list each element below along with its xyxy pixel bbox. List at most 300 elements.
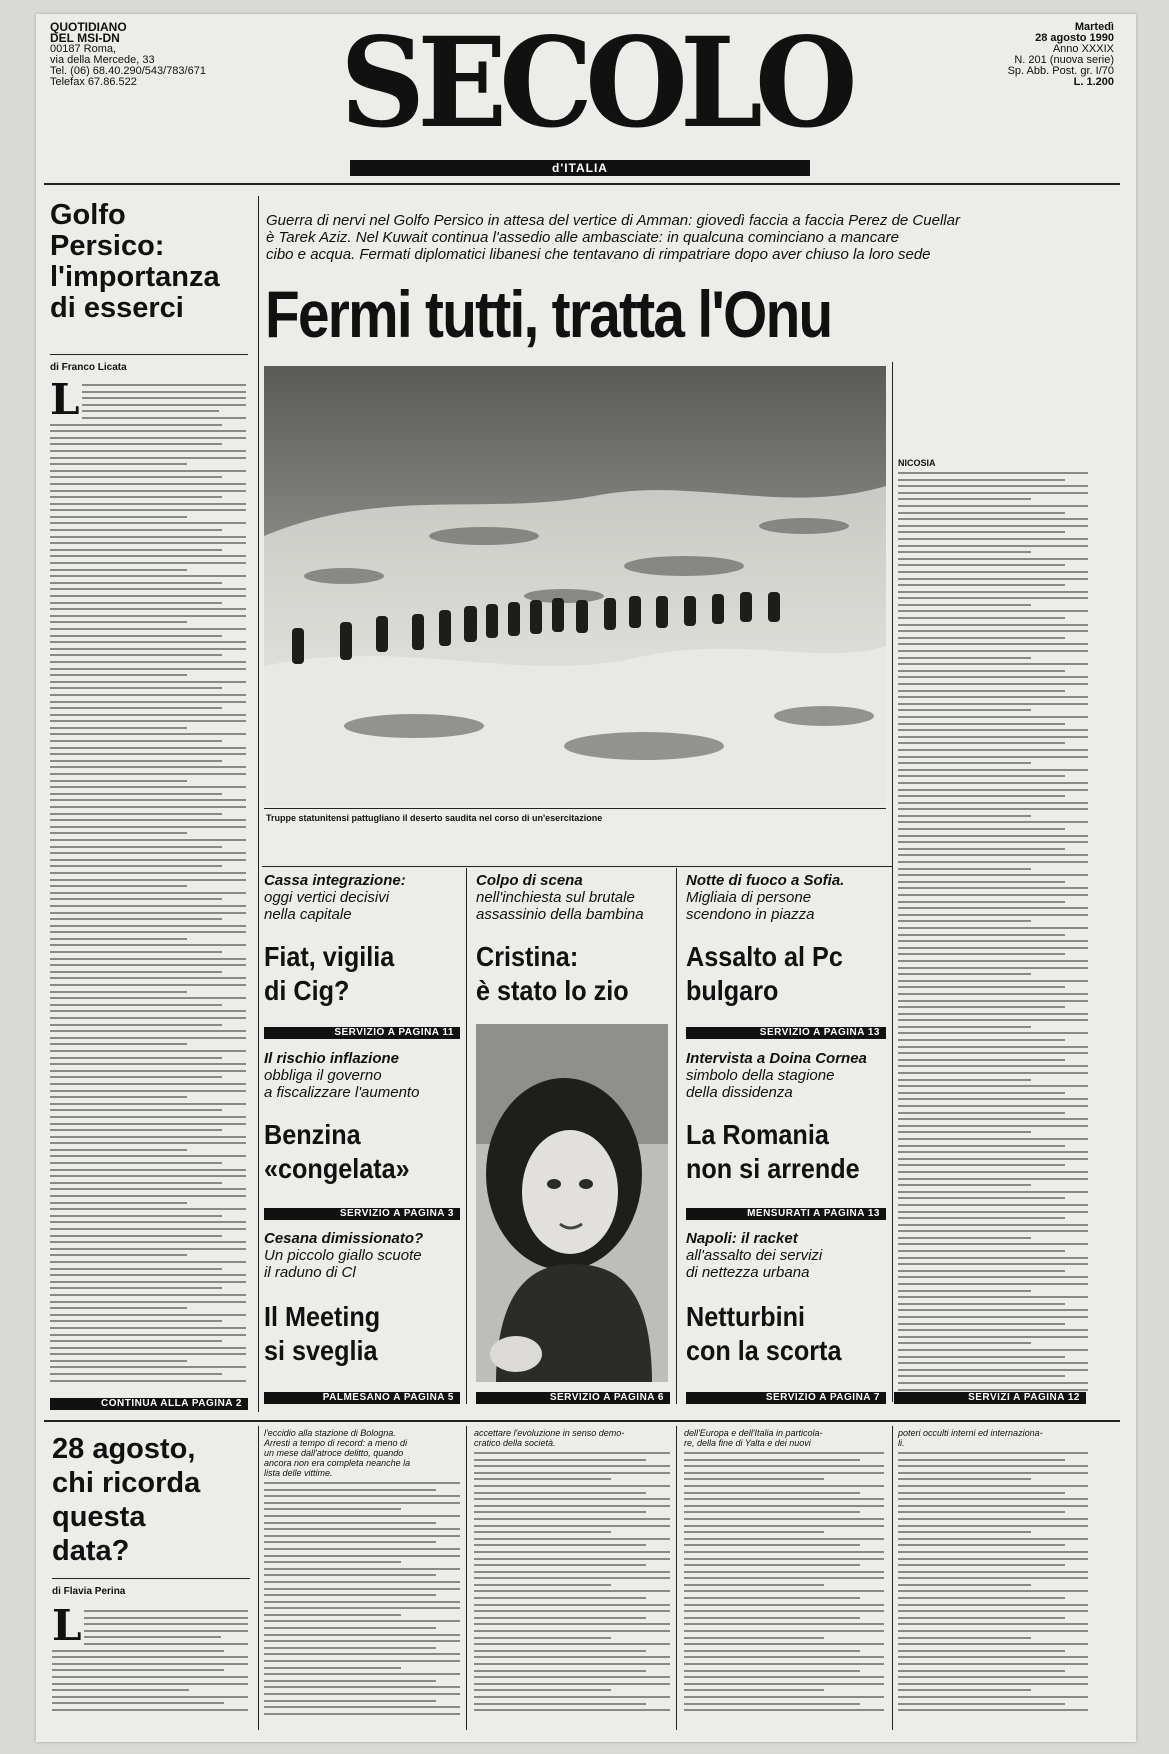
text-line — [898, 1597, 1065, 1599]
text-line — [898, 1303, 1065, 1305]
text-line — [898, 947, 1088, 949]
text-line — [898, 848, 1065, 850]
text-line — [50, 1057, 222, 1059]
text-line — [82, 397, 246, 399]
text-line — [898, 881, 1065, 883]
text-line — [50, 608, 246, 610]
text-line — [50, 569, 187, 571]
text-line — [898, 1498, 1088, 1500]
text-line — [50, 457, 246, 459]
text-line — [50, 602, 222, 604]
text-line — [898, 531, 1065, 533]
text-line — [264, 1594, 436, 1596]
text-line — [898, 934, 1065, 936]
fiat-headline — [264, 940, 394, 1008]
text-line — [264, 1607, 460, 1609]
text-line — [898, 610, 1088, 612]
text-line — [898, 1316, 1088, 1318]
text-line — [684, 1498, 884, 1500]
text-line — [50, 918, 222, 920]
text-line — [898, 1564, 1065, 1566]
text-line — [898, 1590, 1088, 1592]
text-line — [50, 595, 246, 597]
text-line — [264, 1508, 401, 1510]
cristina-headline-line: è stato lo zio — [476, 975, 629, 1006]
text-line — [50, 760, 222, 762]
text-line — [898, 683, 1088, 685]
text-line — [684, 1505, 884, 1507]
text-line — [898, 1039, 1065, 1041]
sofia-kicker — [686, 872, 886, 923]
text-line — [474, 1485, 670, 1487]
text-line — [898, 492, 1088, 494]
text-line — [50, 648, 246, 650]
column-rule — [258, 1426, 259, 1730]
text-line — [264, 1693, 460, 1695]
text-line — [898, 630, 1088, 632]
text-line — [50, 1182, 222, 1184]
masthead-publisher — [50, 22, 206, 88]
text-line — [50, 799, 246, 801]
left-divider — [50, 354, 248, 355]
text-line — [898, 861, 1088, 863]
logo-subtitle: d'ITALIA — [350, 160, 810, 176]
text-line — [50, 1175, 246, 1177]
text-line — [50, 1076, 222, 1078]
text-line — [50, 483, 246, 485]
text-line — [898, 1032, 1088, 1034]
text-line — [684, 1452, 884, 1454]
text-line — [898, 657, 1031, 659]
text-line — [50, 430, 246, 432]
address-line: Tel. (06) 68.40.290/543/783/671 — [50, 65, 206, 77]
text-line — [50, 839, 246, 841]
text-line — [898, 637, 1065, 639]
address-line: Telefax 67.86.522 — [50, 76, 137, 88]
text-line — [50, 892, 246, 894]
text-line — [82, 404, 246, 406]
text-line — [898, 1478, 1031, 1480]
text-line — [898, 1006, 1065, 1008]
text-line — [50, 1136, 246, 1138]
bottom-text-line: accettare l'evoluzione in senso demo- — [474, 1428, 625, 1438]
text-line — [898, 736, 1088, 738]
bottom-text-line: li. — [898, 1438, 905, 1448]
text-line — [474, 1676, 670, 1678]
text-line — [50, 846, 222, 848]
troops-desert-photo — [264, 366, 886, 806]
sofia-kicker-line: Migliaia di persone — [686, 889, 812, 906]
text-line — [50, 1248, 246, 1250]
text-line — [898, 643, 1088, 645]
romania-kicker-bold: Intervista a Doina Cornea — [686, 1050, 867, 1067]
bottom-text-line: Arresti a tempo di record: a meno di — [264, 1438, 408, 1448]
text-line — [50, 1149, 187, 1151]
text-line — [50, 793, 222, 795]
napoli-kicker-line: di nettezza urbana — [686, 1264, 810, 1281]
bottom-article-body — [52, 1610, 248, 1722]
text-line — [264, 1620, 460, 1622]
text-line — [264, 1482, 460, 1484]
text-line — [50, 977, 246, 979]
main-kicker-line: cibo e acqua. Fermati diplomatici libanesi che tentavano di rimpatriare dopo aver chiuso la loro sede — [266, 246, 931, 263]
text-line — [898, 1184, 1031, 1186]
sofia-headline-line: bulgaro — [686, 975, 779, 1006]
text-line — [264, 1700, 436, 1702]
text-line — [684, 1577, 884, 1579]
text-line — [898, 1584, 1031, 1586]
text-line — [50, 740, 222, 742]
text-line — [50, 476, 222, 478]
text-line — [898, 920, 1031, 922]
text-line — [898, 742, 1065, 744]
text-line — [898, 1250, 1065, 1252]
text-line — [50, 1353, 246, 1355]
text-line — [898, 1369, 1088, 1371]
bottom-headline-line: chi ricorda — [52, 1467, 201, 1499]
text-line — [264, 1528, 460, 1530]
text-line — [474, 1544, 646, 1546]
text-line — [684, 1696, 884, 1698]
text-line — [50, 727, 187, 729]
text-line — [898, 887, 1088, 889]
publisher-line2: DEL MSI-DN — [50, 31, 120, 45]
text-line — [50, 951, 222, 953]
text-line — [50, 1155, 246, 1157]
napoli-headline — [686, 1300, 841, 1368]
text-line — [50, 1195, 246, 1197]
text-line — [474, 1472, 670, 1474]
text-line — [898, 789, 1088, 791]
text-line — [898, 802, 1088, 804]
text-line — [898, 1342, 1031, 1344]
text-line — [898, 551, 1031, 553]
text-line — [50, 1116, 246, 1118]
text-line — [684, 1492, 860, 1494]
text-line — [474, 1558, 670, 1560]
text-line — [898, 624, 1088, 626]
text-line — [898, 703, 1088, 705]
fiat-kicker-bold: Cassa integrazione: — [264, 872, 406, 889]
column-rule — [466, 868, 467, 1404]
text-line — [898, 1382, 1088, 1384]
text-line — [898, 1098, 1088, 1100]
text-line — [474, 1525, 670, 1527]
text-line — [50, 1334, 246, 1336]
text-line — [898, 1151, 1088, 1153]
text-line — [898, 980, 1088, 982]
text-line — [898, 1531, 1031, 1533]
romania-headline-line: non si arrende — [686, 1153, 860, 1184]
left-dropcap: L — [50, 375, 80, 424]
romania-headline-line: La Romania — [686, 1119, 829, 1150]
text-line — [898, 828, 1065, 830]
column-rule — [676, 868, 677, 1404]
text-line — [50, 766, 246, 768]
text-line — [898, 696, 1088, 698]
text-line — [50, 1043, 187, 1045]
text-line — [898, 1046, 1088, 1048]
text-line — [50, 1241, 246, 1243]
text-line — [50, 1380, 246, 1382]
text-line — [684, 1703, 860, 1705]
text-line — [52, 1650, 224, 1652]
text-line — [898, 1217, 1065, 1219]
text-line — [684, 1518, 884, 1520]
text-line — [684, 1709, 884, 1711]
text-line — [898, 775, 1065, 777]
text-line — [474, 1610, 670, 1612]
masthead-rule — [44, 183, 1120, 185]
text-line — [50, 826, 246, 828]
text-line — [50, 905, 246, 907]
text-line — [684, 1584, 824, 1586]
column-rule — [892, 362, 893, 1402]
text-line — [898, 604, 1031, 606]
text-line — [50, 1235, 222, 1237]
text-line — [684, 1689, 824, 1691]
napoli-headline-line: Netturbini — [686, 1301, 805, 1332]
text-line — [898, 1544, 1065, 1546]
address-line: 00187 Roma, — [50, 43, 117, 55]
text-line — [50, 1188, 246, 1190]
left-headline-line: l'importanza — [50, 261, 220, 293]
bottom-headline-line: questa — [52, 1501, 146, 1533]
issue-line: Anno XXXIX — [1052, 43, 1114, 55]
cristina-kicker-line: assassinio della bambina — [476, 906, 644, 923]
text-line — [898, 1211, 1088, 1213]
text-line — [684, 1551, 884, 1553]
text-line — [898, 1204, 1088, 1206]
text-line — [50, 819, 246, 821]
text-line — [474, 1709, 670, 1711]
text-line — [684, 1558, 884, 1560]
text-line — [684, 1630, 884, 1632]
text-line — [264, 1555, 460, 1557]
meeting-headline-line: Il Meeting — [264, 1301, 381, 1332]
text-line — [898, 1112, 1065, 1114]
newspaper-logo: SECOLO — [340, 9, 850, 156]
meeting-kicker-line: Un piccolo giallo scuote — [264, 1247, 422, 1264]
text-line — [898, 769, 1088, 771]
text-line — [898, 1663, 1088, 1665]
text-line — [50, 1221, 246, 1223]
text-line — [684, 1465, 884, 1467]
text-line — [84, 1630, 248, 1632]
left-headline-line: Persico: — [50, 230, 165, 262]
issue-line: Sp. Abb. Post. gr. I/70 — [1007, 65, 1114, 77]
bottom-text-line: l'eccidio alla stazione di Bologna. — [264, 1428, 396, 1438]
text-line — [898, 591, 1088, 593]
main-article-body — [898, 472, 1088, 1400]
text-line — [50, 1327, 246, 1329]
text-line — [898, 1558, 1088, 1560]
text-line — [898, 1703, 1065, 1705]
text-line — [50, 437, 246, 439]
text-line — [50, 615, 246, 617]
text-line — [898, 1052, 1088, 1054]
text-line — [898, 808, 1088, 810]
text-line — [50, 1017, 246, 1019]
bottom-col4-body — [898, 1452, 1088, 1722]
text-line — [898, 1270, 1065, 1272]
text-line — [50, 1063, 246, 1065]
troops-desert-photo-image — [264, 366, 886, 806]
bottom-col2-body — [474, 1452, 670, 1722]
text-line — [82, 417, 246, 419]
text-line — [50, 1030, 246, 1032]
romania-kicker — [686, 1050, 886, 1101]
text-line — [50, 575, 246, 577]
issue-day: Martedì — [1074, 21, 1114, 33]
fiat-headline-line: Fiat, vigilia — [264, 941, 395, 972]
meeting-headline-line: si sveglia — [264, 1335, 378, 1366]
text-line — [50, 1083, 246, 1085]
sofia-kicker-line: scendono in piazza — [686, 906, 815, 923]
text-line — [474, 1683, 670, 1685]
text-line — [898, 1676, 1088, 1678]
text-line — [50, 641, 246, 643]
text-line — [898, 1643, 1088, 1645]
fiat-kicker-line: oggi vertici decisivi — [264, 889, 390, 906]
text-line — [264, 1647, 436, 1649]
text-line — [50, 747, 246, 749]
text-line — [264, 1667, 401, 1669]
text-line — [50, 542, 246, 544]
text-line — [50, 720, 246, 722]
text-line — [898, 512, 1065, 514]
text-line — [50, 681, 246, 683]
text-line — [50, 1307, 187, 1309]
text-line — [50, 668, 246, 670]
text-line — [50, 898, 222, 900]
bottom-text-line: poteri occulti interni ed internaziona- — [898, 1428, 1043, 1438]
text-line — [50, 1268, 222, 1270]
text-line — [84, 1610, 248, 1612]
cristina-footer-bar: SERVIZIO A PAGINA 6 — [476, 1392, 670, 1404]
text-line — [898, 505, 1088, 507]
bottom-dropcap: L — [52, 1601, 82, 1650]
text-line — [898, 1637, 1031, 1639]
text-line — [264, 1489, 436, 1491]
text-line — [474, 1703, 646, 1705]
text-line — [898, 472, 1088, 474]
text-line — [898, 782, 1088, 784]
text-line — [474, 1597, 646, 1599]
bottom-headline-line: 28 agosto, — [52, 1433, 196, 1465]
text-line — [898, 1617, 1065, 1619]
text-line — [898, 1356, 1065, 1358]
benzina-kicker-line: a fiscalizzare l'aumento — [264, 1084, 420, 1101]
text-line — [50, 964, 246, 966]
main-dateline: NICOSIA — [898, 458, 936, 468]
bottom-text-line: cratico della società. — [474, 1438, 556, 1448]
publisher-line1: QUOTIDIANO — [50, 20, 127, 34]
text-line — [50, 997, 246, 999]
text-line — [50, 1301, 246, 1303]
cristina-headline — [476, 940, 629, 1008]
cristina-portrait-photo — [476, 1024, 668, 1382]
text-line — [82, 384, 246, 386]
text-line — [898, 1158, 1088, 1160]
text-line — [898, 1079, 1031, 1081]
text-line — [898, 821, 1088, 823]
text-line — [684, 1597, 860, 1599]
text-line — [50, 463, 187, 465]
text-line — [898, 1230, 1088, 1232]
sofia-kicker-bold: Notte di fuoco a Sofia. — [686, 872, 845, 889]
text-line — [684, 1472, 884, 1474]
text-line — [50, 654, 222, 656]
text-line — [474, 1584, 611, 1586]
text-line — [50, 984, 246, 986]
text-line — [50, 443, 222, 445]
text-line — [898, 914, 1088, 916]
left-footer-bar: CONTINUA ALLA PAGINA 2 — [50, 1398, 248, 1410]
left-headline-line: di esserci — [50, 292, 184, 324]
text-line — [50, 1373, 222, 1375]
text-line — [898, 1243, 1088, 1245]
text-line — [898, 1375, 1065, 1377]
text-line — [52, 1696, 248, 1698]
text-line — [50, 925, 246, 927]
text-line — [264, 1627, 436, 1629]
photo-rule — [264, 808, 886, 809]
text-line — [50, 1228, 246, 1230]
text-line — [50, 1360, 187, 1362]
text-line — [474, 1498, 670, 1500]
text-line — [50, 1202, 187, 1204]
text-line — [898, 1125, 1088, 1127]
text-line — [50, 536, 246, 538]
text-line — [898, 729, 1088, 731]
grid-rule — [262, 866, 892, 867]
benzina-kicker-line: obbliga il governo — [264, 1067, 382, 1084]
text-line — [684, 1531, 824, 1533]
text-line — [898, 1138, 1088, 1140]
text-line — [898, 1131, 1031, 1133]
napoli-kicker-bold: Napoli: il racket — [686, 1230, 798, 1247]
text-line — [898, 525, 1088, 527]
text-line — [264, 1634, 460, 1636]
text-line — [50, 852, 246, 854]
text-line — [50, 674, 187, 676]
text-line — [50, 1129, 222, 1131]
text-line — [898, 953, 1065, 955]
text-line — [50, 529, 222, 531]
bottom-section-rule — [44, 1420, 1120, 1422]
text-line — [50, 1109, 222, 1111]
text-line — [898, 874, 1088, 876]
text-line — [50, 931, 246, 933]
text-line — [50, 773, 246, 775]
text-line — [684, 1683, 884, 1685]
text-line — [264, 1640, 460, 1642]
text-line — [898, 1059, 1065, 1061]
text-line — [684, 1650, 860, 1652]
text-line — [50, 1090, 246, 1092]
romania-footer-bar: MENSURATI A PAGINA 13 — [686, 1208, 886, 1220]
bottom-col1-opening — [264, 1428, 462, 1478]
text-line — [898, 1465, 1088, 1467]
issue-line: N. 201 (nuova serie) — [1014, 54, 1114, 66]
text-line — [684, 1610, 884, 1612]
text-line — [898, 723, 1065, 725]
text-line — [898, 835, 1088, 837]
text-line — [898, 795, 1065, 797]
text-line — [684, 1525, 884, 1527]
text-line — [264, 1686, 460, 1688]
